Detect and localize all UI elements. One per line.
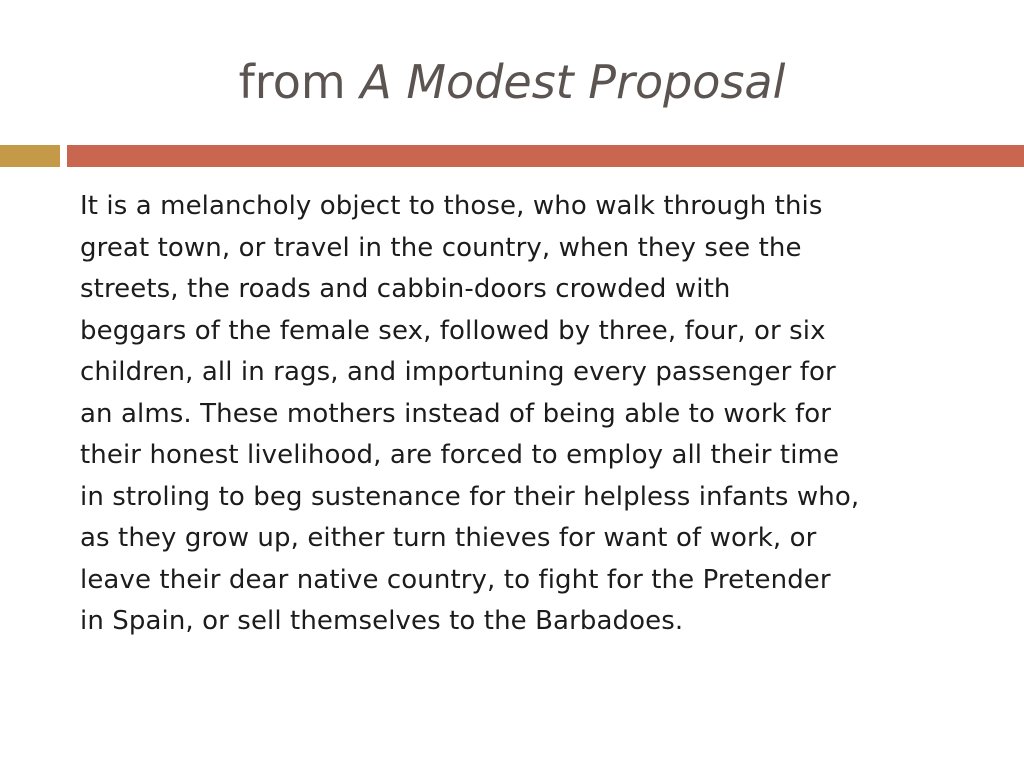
slide-title <box>0 52 1024 112</box>
body-line: in stroling to beg sustenance for their helpless infants who, <box>80 481 860 512</box>
divider-left-bar <box>0 145 60 167</box>
body-line: beggars of the female sex, followed by three, four, or six <box>80 315 826 346</box>
body-line: in Spain, or sell themselves to the Barbadoes. <box>80 606 684 636</box>
body-line: children, all in rags, and importuning every passenger for <box>80 357 836 387</box>
title-work-name: A Modest Proposal <box>360 55 786 109</box>
body-line: their honest livelihood, are forced to employ all their time <box>80 440 840 470</box>
body-line: leave their dear native country, to fight for the Pretender <box>80 564 831 595</box>
body-line: It is a melancholy object to those, who walk through this <box>80 191 823 221</box>
body-line: an alms. These mothers instead of being able to work for <box>80 398 832 429</box>
body-paragraph <box>80 186 975 643</box>
divider-right-bar <box>67 145 1024 167</box>
title-prefix: from <box>238 55 361 109</box>
body-line: great town, or travel in the country, when they see the <box>80 232 802 263</box>
body-line: as they grow up, either turn thieves for want of work, or <box>80 523 817 553</box>
body-line: streets, the roads and cabbin-doors crowded with <box>80 274 731 304</box>
